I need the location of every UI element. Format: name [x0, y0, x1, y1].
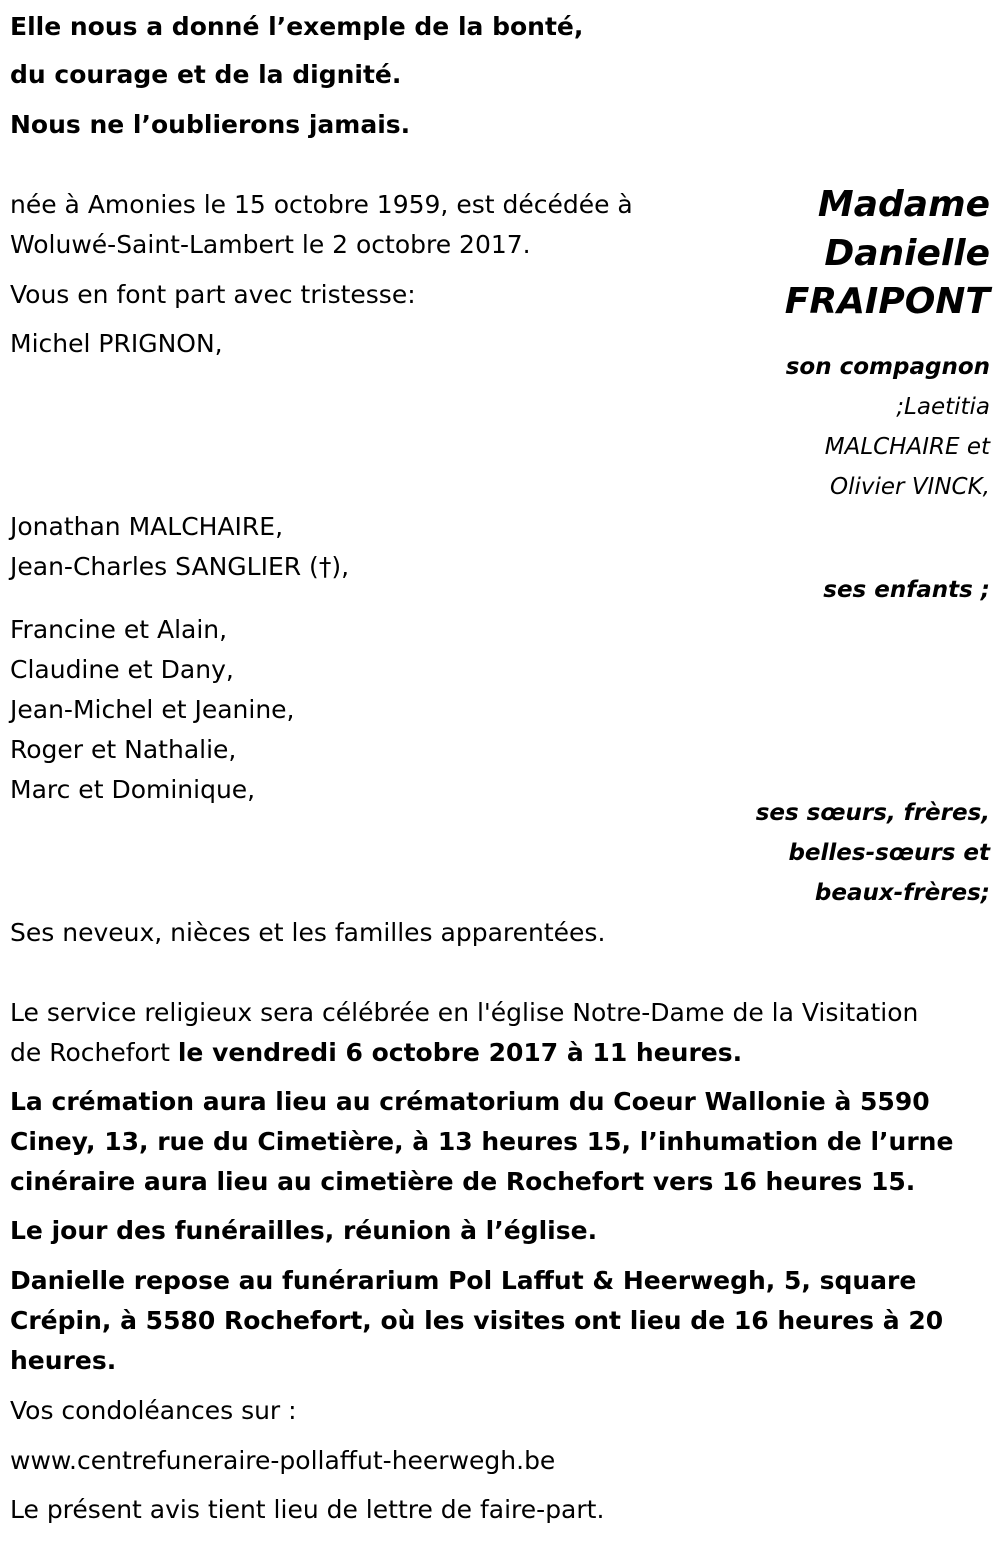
closing-note: Le présent avis tient lieu de lettre de faire-part.: [10, 1495, 605, 1524]
sibling-couple: Claudine et Dany,: [10, 655, 234, 684]
sibling-couple: Roger et Nathalie,: [10, 735, 237, 764]
service-line: [10, 1038, 742, 1068]
extended-family: Ses neveux, nièces et les familles apparentées.: [10, 918, 606, 947]
birth-death-line: Woluwé-Saint-Lambert le 2 octobre 2017.: [10, 230, 531, 259]
cremation-line: La crémation aura lieu au crématorium du Coeur Wallonie à 5590: [10, 1087, 930, 1116]
visits-line: heures.: [10, 1346, 117, 1375]
service-line: Le service religieux sera célébrée en l'église Notre-Dame de la Visitation: [10, 998, 919, 1027]
child-name-right: MALCHAIRE et: [824, 434, 990, 460]
siblings-role: ses sœurs, frères,: [755, 800, 990, 826]
quote-line: Elle nous a donné l’exemple de la bonté,: [10, 12, 584, 41]
child-name: Jonathan MALCHAIRE,: [10, 512, 284, 541]
deceased-title: Madame: [817, 184, 990, 225]
deceased-first-name: Danielle: [824, 233, 990, 274]
child-name: Jean-Charles SANGLIER (†),: [10, 552, 350, 581]
visits-line: Danielle repose au funérarium Pol Laffut & Heerwegh, 5, square: [10, 1266, 917, 1295]
sibling-couple: Marc et Dominique,: [10, 775, 256, 804]
service-place: de Rochefort: [10, 1038, 178, 1067]
companion-name: Michel PRIGNON,: [10, 329, 223, 358]
sibling-couple: Francine et Alain,: [10, 615, 228, 644]
meeting-info: Le jour des funérailles, réunion à l’église.: [10, 1216, 598, 1245]
children-role: ses enfants ;: [823, 577, 990, 603]
announcement: Vous en font part avec tristesse:: [10, 280, 416, 309]
birth-death-line: née à Amonies le 15 octobre 1959, est décédée à: [10, 190, 633, 219]
deceased-last-name: FRAIPONT: [784, 281, 990, 322]
siblings-role: beaux-frères;: [814, 880, 990, 906]
companion-role: son compagnon: [785, 354, 990, 380]
quote-line: Nous ne l’oublierons jamais.: [10, 110, 411, 139]
service-date: le vendredi 6 octobre 2017 à 11 heures.: [177, 1038, 743, 1067]
child-name-right: ;Laetitia: [896, 394, 990, 420]
cremation-line: cinéraire aura lieu au cimetière de Rochefort vers 16 heures 15.: [10, 1167, 916, 1196]
cremation-line: Ciney, 13, rue du Cimetière, à 13 heures 15, l’inhumation de l’urne: [10, 1127, 954, 1156]
quote-line: du courage et de la dignité.: [10, 60, 402, 89]
visits-line: Crépin, à 5580 Rochefort, où les visites ont lieu de 16 heures à 20: [10, 1306, 944, 1335]
child-name-right: Olivier VINCK,: [830, 474, 990, 500]
siblings-role: belles-sœurs et: [788, 840, 990, 866]
sibling-couple: Jean-Michel et Jeanine,: [10, 695, 295, 724]
website-link[interactable]: www.centrefuneraire-pollaffut-heerwegh.be: [10, 1446, 556, 1475]
condolences-label: Vos condoléances sur :: [10, 1396, 297, 1425]
